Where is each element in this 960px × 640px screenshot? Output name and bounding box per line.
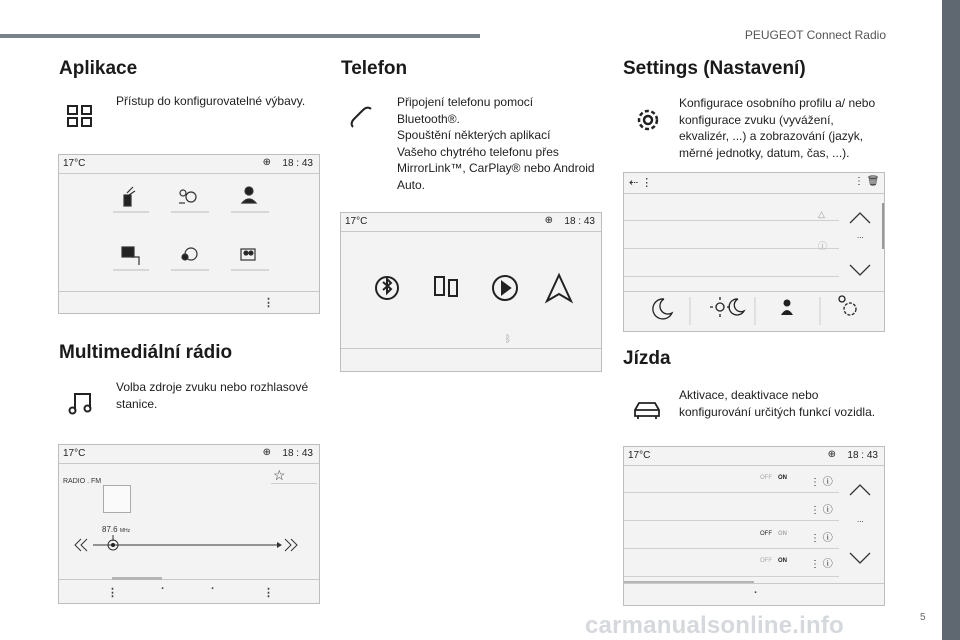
temperature: 17°C	[628, 450, 651, 461]
tuning-slider[interactable]	[71, 535, 307, 557]
apps-title: Aplikace	[59, 58, 138, 79]
list-row-3[interactable]	[624, 249, 839, 277]
location-icon: ⊕	[262, 447, 271, 458]
scroll-down-icon[interactable]	[848, 551, 872, 565]
temperature: 17°C	[345, 216, 368, 227]
panel-line	[271, 483, 317, 484]
toggle-row-4[interactable]: OFF ON	[760, 558, 787, 564]
phone-desc-line: Bluetooth®.	[397, 111, 460, 126]
status-bar	[341, 213, 601, 231]
status-bar	[624, 447, 884, 465]
toggle-row-3[interactable]: OFF ON	[760, 531, 787, 537]
status-bar	[59, 155, 319, 173]
radio-title: Multimediální rádio	[59, 342, 233, 363]
phone-description	[397, 94, 597, 193]
toggle-row-1[interactable]: OFF ON	[760, 475, 787, 481]
list-row-4[interactable]	[624, 549, 839, 577]
divider	[341, 231, 601, 232]
running-header: PEUGEOT Connect Radio	[744, 28, 886, 42]
divider	[341, 348, 601, 349]
divider	[624, 583, 884, 584]
divider	[59, 463, 319, 464]
status-bar	[59, 445, 319, 463]
settings-gear-icon	[634, 106, 662, 134]
phone-desc-line: Spouštění některých aplikací	[397, 128, 551, 142]
temperature: 17°C	[63, 158, 86, 169]
phone-desc-line: Auto.	[397, 177, 426, 192]
driving-description: Aktivace, deaktivace nebo konfigurování určitých funkcí vozidla.	[679, 388, 876, 419]
watermark: carmanualsonline.info	[585, 612, 844, 639]
phone-desc-line: Vašeho chytrého telefonu přes	[397, 144, 559, 159]
location-icon: ⊕	[827, 449, 836, 460]
divider	[59, 173, 319, 174]
row-icons-3[interactable]: ⋮ ⓘ	[810, 533, 833, 544]
phone-desc-line: MirrorLink™, CarPlay® nebo Android	[397, 161, 595, 175]
top-rule	[0, 34, 480, 38]
list-row-3[interactable]	[624, 521, 839, 549]
dot-indicator: ·	[161, 583, 165, 595]
phone-handset-icon	[348, 104, 374, 130]
settings-title: Settings (Nastavení)	[623, 58, 806, 79]
row-icons-4[interactable]: ⋮ ⓘ	[810, 559, 833, 570]
phone-screen	[340, 212, 602, 372]
apps-grid-icon	[66, 104, 94, 128]
list-row-1[interactable]	[624, 465, 839, 493]
list-row-2[interactable]	[624, 221, 839, 249]
radio-screen	[58, 444, 320, 604]
bluetooth-status-icon: ᛒ	[505, 334, 511, 345]
phone-title: Telefon	[341, 58, 408, 79]
settings-description: Konfigurace osobního profilu a/ nebo konfigurace zvuku (vyvážení, ekvalizér, ...) a zobrazování (jazyk, měrné jednotky, datum, čas, ...).	[679, 96, 876, 160]
clock: 18 : 43	[847, 450, 878, 461]
warning-icon: △	[818, 209, 825, 219]
list-row-1[interactable]	[624, 193, 839, 221]
location-icon: ⊕	[544, 215, 553, 226]
row-icons-1[interactable]: ⋮ ⓘ	[810, 477, 833, 488]
more-dots: ...	[857, 515, 864, 524]
radio-description: Volba zdroje zvuku nebo rozhlasové stanice.	[116, 380, 309, 411]
app-tile-row-2	[109, 241, 279, 271]
apps-description: Přístup do konfigurovatelné výbavy.	[116, 94, 306, 108]
driving-screen	[623, 446, 885, 606]
driving-title: Jízda	[623, 348, 671, 369]
clock: 18 : 43	[282, 448, 313, 459]
scrollbar[interactable]	[882, 203, 884, 249]
side-tab	[942, 0, 960, 640]
more-menu-icon[interactable]: ⋮	[263, 587, 274, 599]
divider	[59, 291, 319, 292]
apps-screen	[58, 154, 320, 314]
info-icon: ⓘ	[818, 241, 828, 251]
tab-indicator	[112, 577, 162, 580]
back-icon[interactable]: ⇠ ⋮	[629, 177, 653, 189]
list-row-2[interactable]	[624, 493, 839, 521]
scroll-down-icon[interactable]	[848, 263, 872, 277]
station-logo-placeholder	[103, 485, 131, 513]
divider	[59, 579, 319, 580]
frequency-value: 87.6	[102, 525, 118, 534]
car-icon	[632, 398, 662, 420]
temperature: 17°C	[63, 448, 86, 459]
app-tile-row-1	[109, 183, 279, 213]
scroll-up-icon[interactable]	[848, 211, 872, 225]
settings-screen	[623, 172, 885, 332]
music-note-icon	[68, 390, 94, 416]
band-label: RADIO . FM	[63, 478, 102, 485]
dot-indicator: ·	[754, 587, 758, 599]
menu-trash-icons[interactable]: ⋮ 🗑	[854, 176, 880, 187]
more-menu-icon[interactable]: ⋮	[263, 297, 274, 309]
more-menu-icon[interactable]: ⋮	[107, 587, 118, 599]
location-icon: ⊕	[262, 157, 271, 168]
scroll-up-icon[interactable]	[848, 483, 872, 497]
phone-connection-icons	[369, 271, 579, 305]
phone-desc-line: Připojení telefonu pomocí	[397, 95, 534, 109]
dot-indicator: ·	[211, 583, 215, 595]
page-number: 5	[920, 612, 926, 623]
frequency-readout	[102, 525, 130, 534]
settings-shortcuts	[624, 291, 884, 331]
frequency-unit: MHz	[119, 528, 131, 534]
clock: 18 : 43	[282, 158, 313, 169]
row-icons-2[interactable]: ⋮ ⓘ	[810, 505, 833, 516]
more-dots: ...	[857, 231, 864, 240]
clock: 18 : 43	[564, 216, 595, 227]
favorite-star-icon[interactable]: ☆	[273, 467, 286, 483]
